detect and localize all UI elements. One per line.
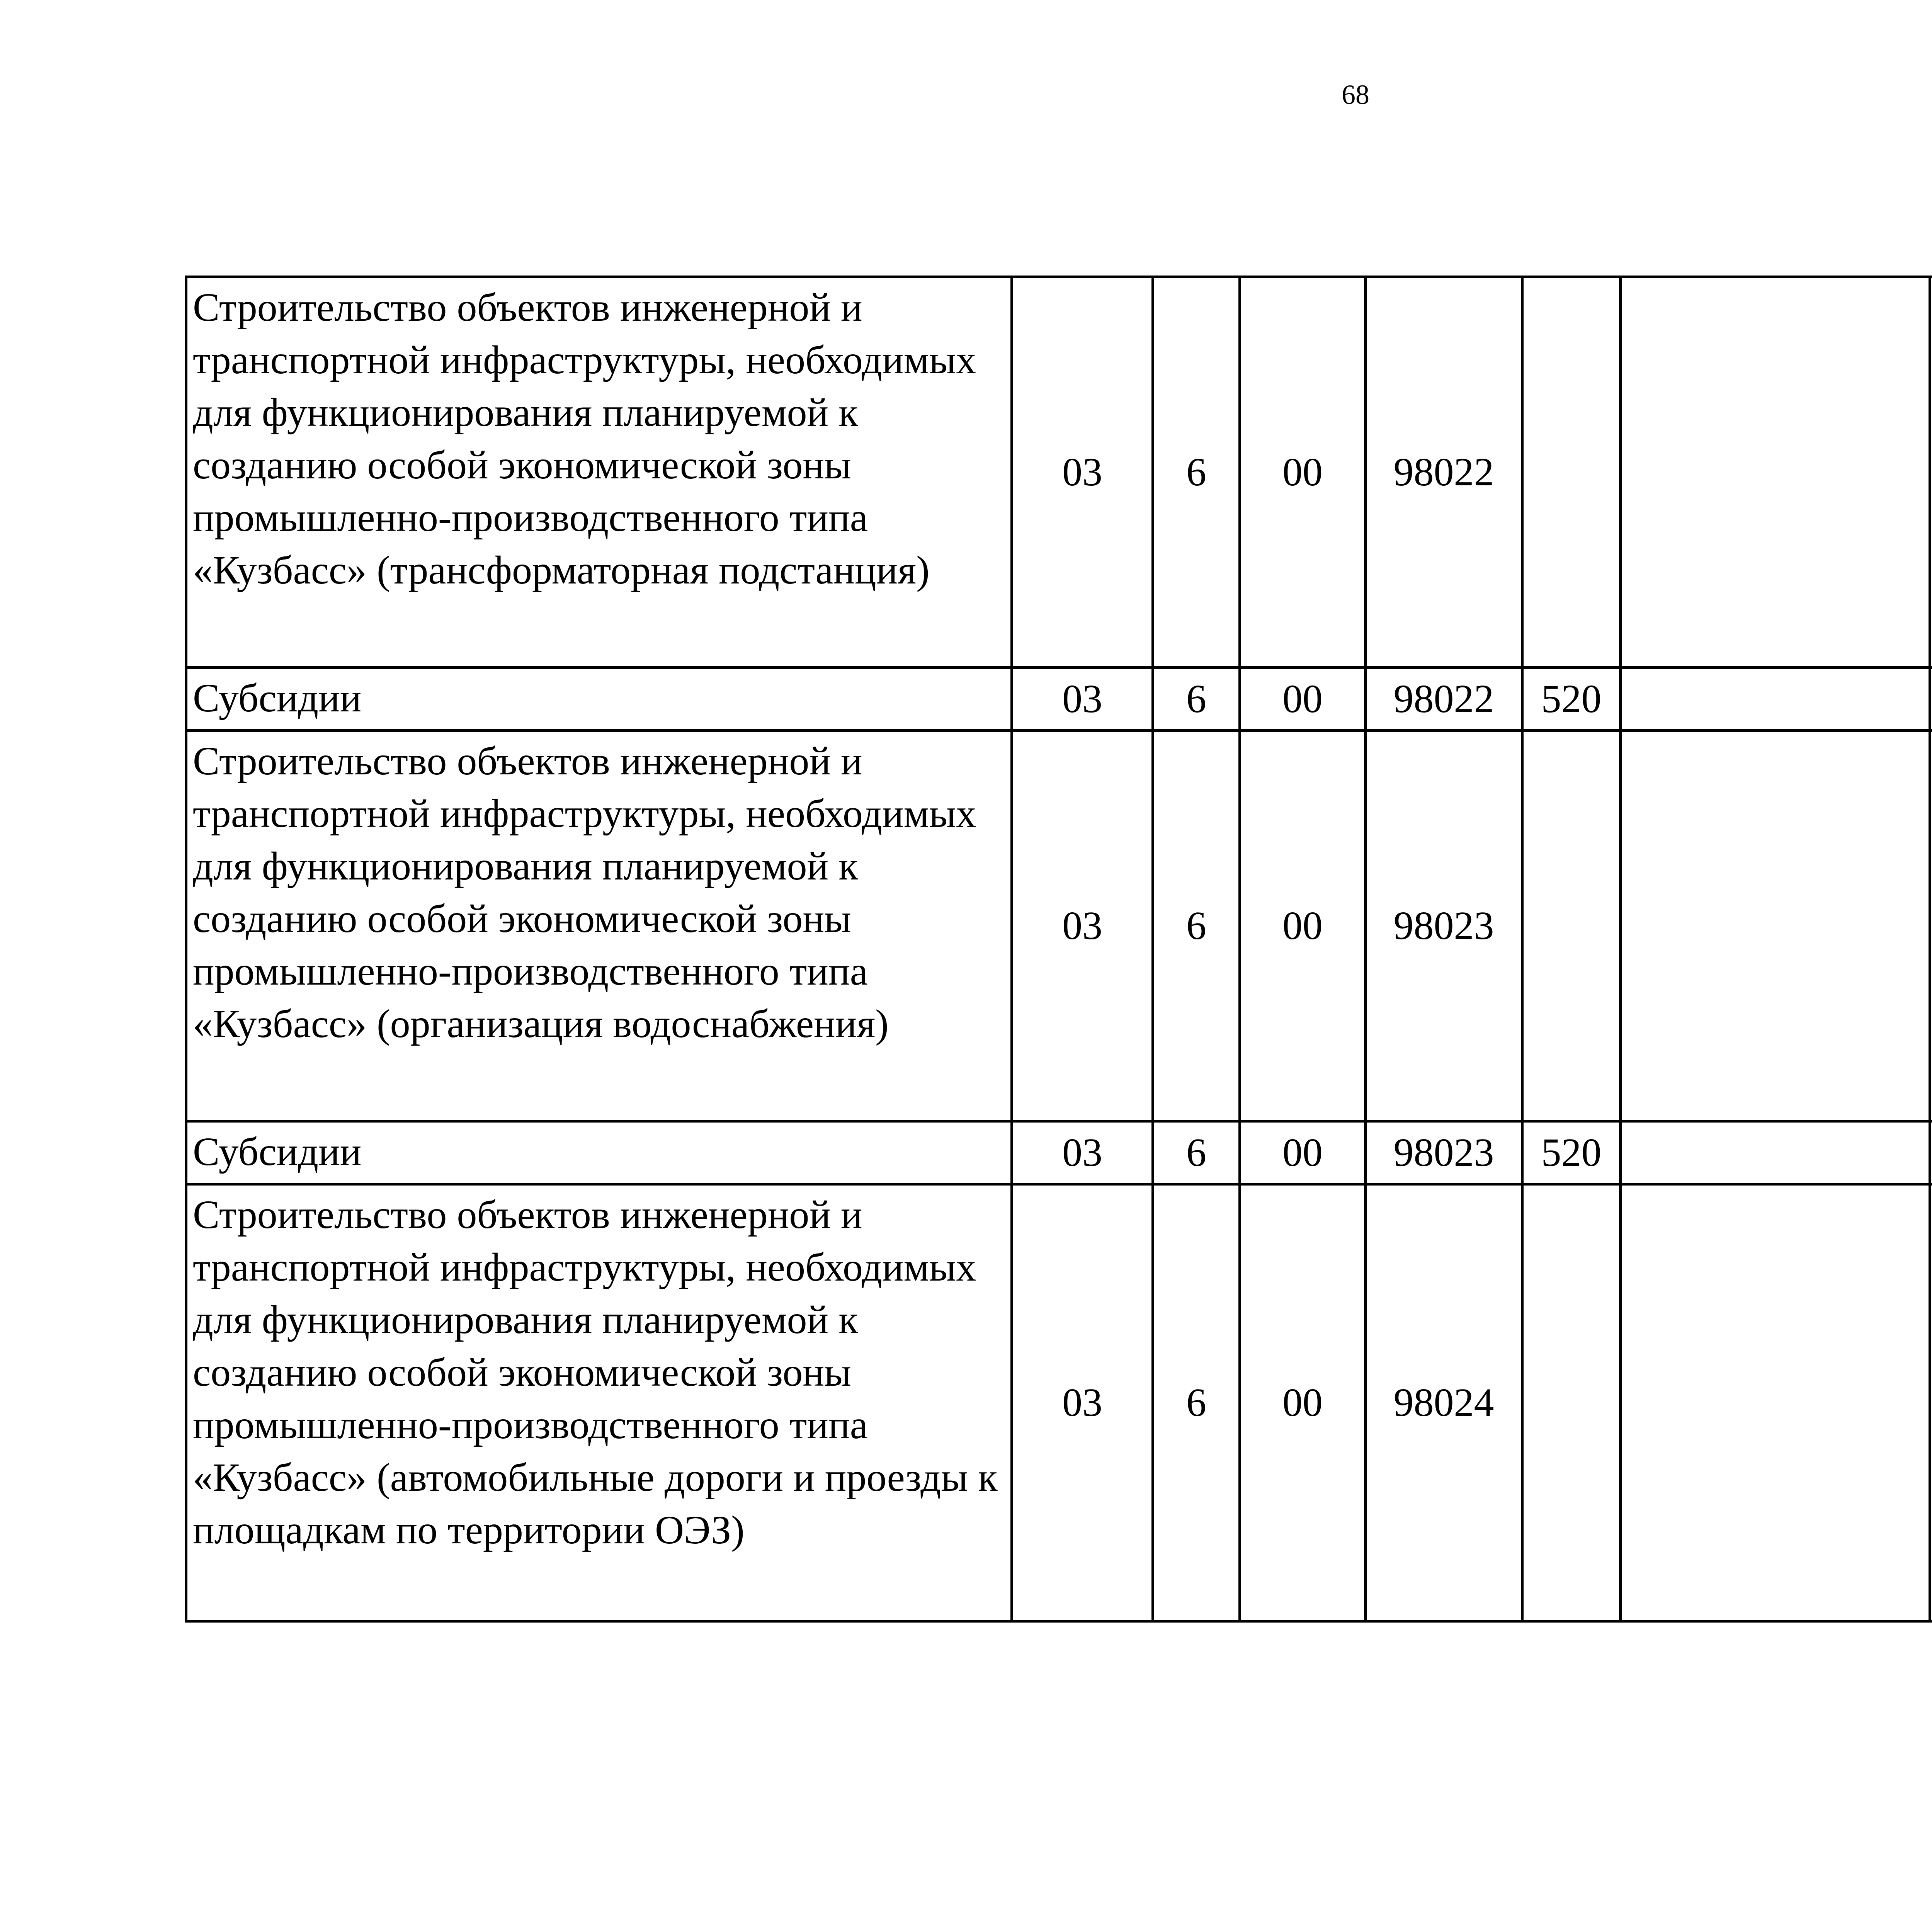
program-code-cell: 6 [1153, 1184, 1240, 1621]
program-code-cell: 6 [1153, 731, 1240, 1121]
subprogram-code-cell: 00 [1240, 668, 1366, 731]
amount-cell [1930, 1184, 1932, 1621]
section-code-cell: 03 [1012, 1121, 1153, 1184]
program-code-cell: 6 [1153, 668, 1240, 731]
subprogram-code-cell: 00 [1240, 1184, 1366, 1621]
subprogram-code-cell: 00 [1240, 731, 1366, 1121]
item-name-cell: Строительство объектов инженерной и транспортной инфраструктуры, необходимых для функционирования планируемой к созданию особой экономической зоны промышленно-производственного типа «Кузбасс» (трансформаторная подстанция) [186, 277, 1012, 668]
table-row [186, 277, 1932, 668]
direction-code-cell: 98024 [1366, 1184, 1522, 1621]
section-code-cell: 03 [1012, 668, 1153, 731]
table-row [186, 731, 1932, 1121]
budget-table [185, 276, 1932, 1623]
item-name-cell: Субсидии [186, 668, 1012, 731]
direction-code-cell: 98023 [1366, 1121, 1522, 1184]
expense-type-cell [1522, 731, 1621, 1121]
empty-cell [1621, 1184, 1930, 1621]
direction-code-cell: 98022 [1366, 277, 1522, 668]
expense-type-cell [1522, 277, 1621, 668]
amount-cell [1930, 668, 1932, 731]
amount-cell [1930, 277, 1932, 668]
item-name-cell: Субсидии [186, 1121, 1012, 1184]
table-row [186, 1184, 1932, 1621]
direction-code-cell: 98023 [1366, 731, 1522, 1121]
program-code-cell: 6 [1153, 277, 1240, 668]
section-code-cell: 03 [1012, 277, 1153, 668]
item-name-cell: Строительство объектов инженерной и транспортной инфраструктуры, необходимых для функционирования планируемой к созданию особой экономической зоны промышленно-производственного типа «Кузбасс» (автомобильные дороги и проезды к площадкам по территории ОЭЗ) [186, 1184, 1012, 1621]
expense-type-cell: 520 [1522, 1121, 1621, 1184]
empty-cell [1621, 277, 1930, 668]
program-code-cell: 6 [1153, 1121, 1240, 1184]
subprogram-code-cell: 00 [1240, 277, 1366, 668]
table-row [186, 1121, 1932, 1184]
empty-cell [1621, 668, 1930, 731]
empty-cell [1621, 731, 1930, 1121]
item-name-cell: Строительство объектов инженерной и транспортной инфраструктуры, необходимых для функционирования планируемой к созданию особой экономической зоны промышленно-производственного типа «Кузбасс» (организация водоснабжения) [186, 731, 1012, 1121]
expense-type-cell: 520 [1522, 668, 1621, 731]
amount-cell [1930, 1121, 1932, 1184]
amount-cell [1930, 731, 1932, 1121]
direction-code-cell: 98022 [1366, 668, 1522, 731]
subprogram-code-cell: 00 [1240, 1121, 1366, 1184]
page-number: 68 [1342, 79, 1369, 110]
section-code-cell: 03 [1012, 731, 1153, 1121]
empty-cell [1621, 1121, 1930, 1184]
section-code-cell: 03 [1012, 1184, 1153, 1621]
expense-type-cell [1522, 1184, 1621, 1621]
table-row [186, 668, 1932, 731]
